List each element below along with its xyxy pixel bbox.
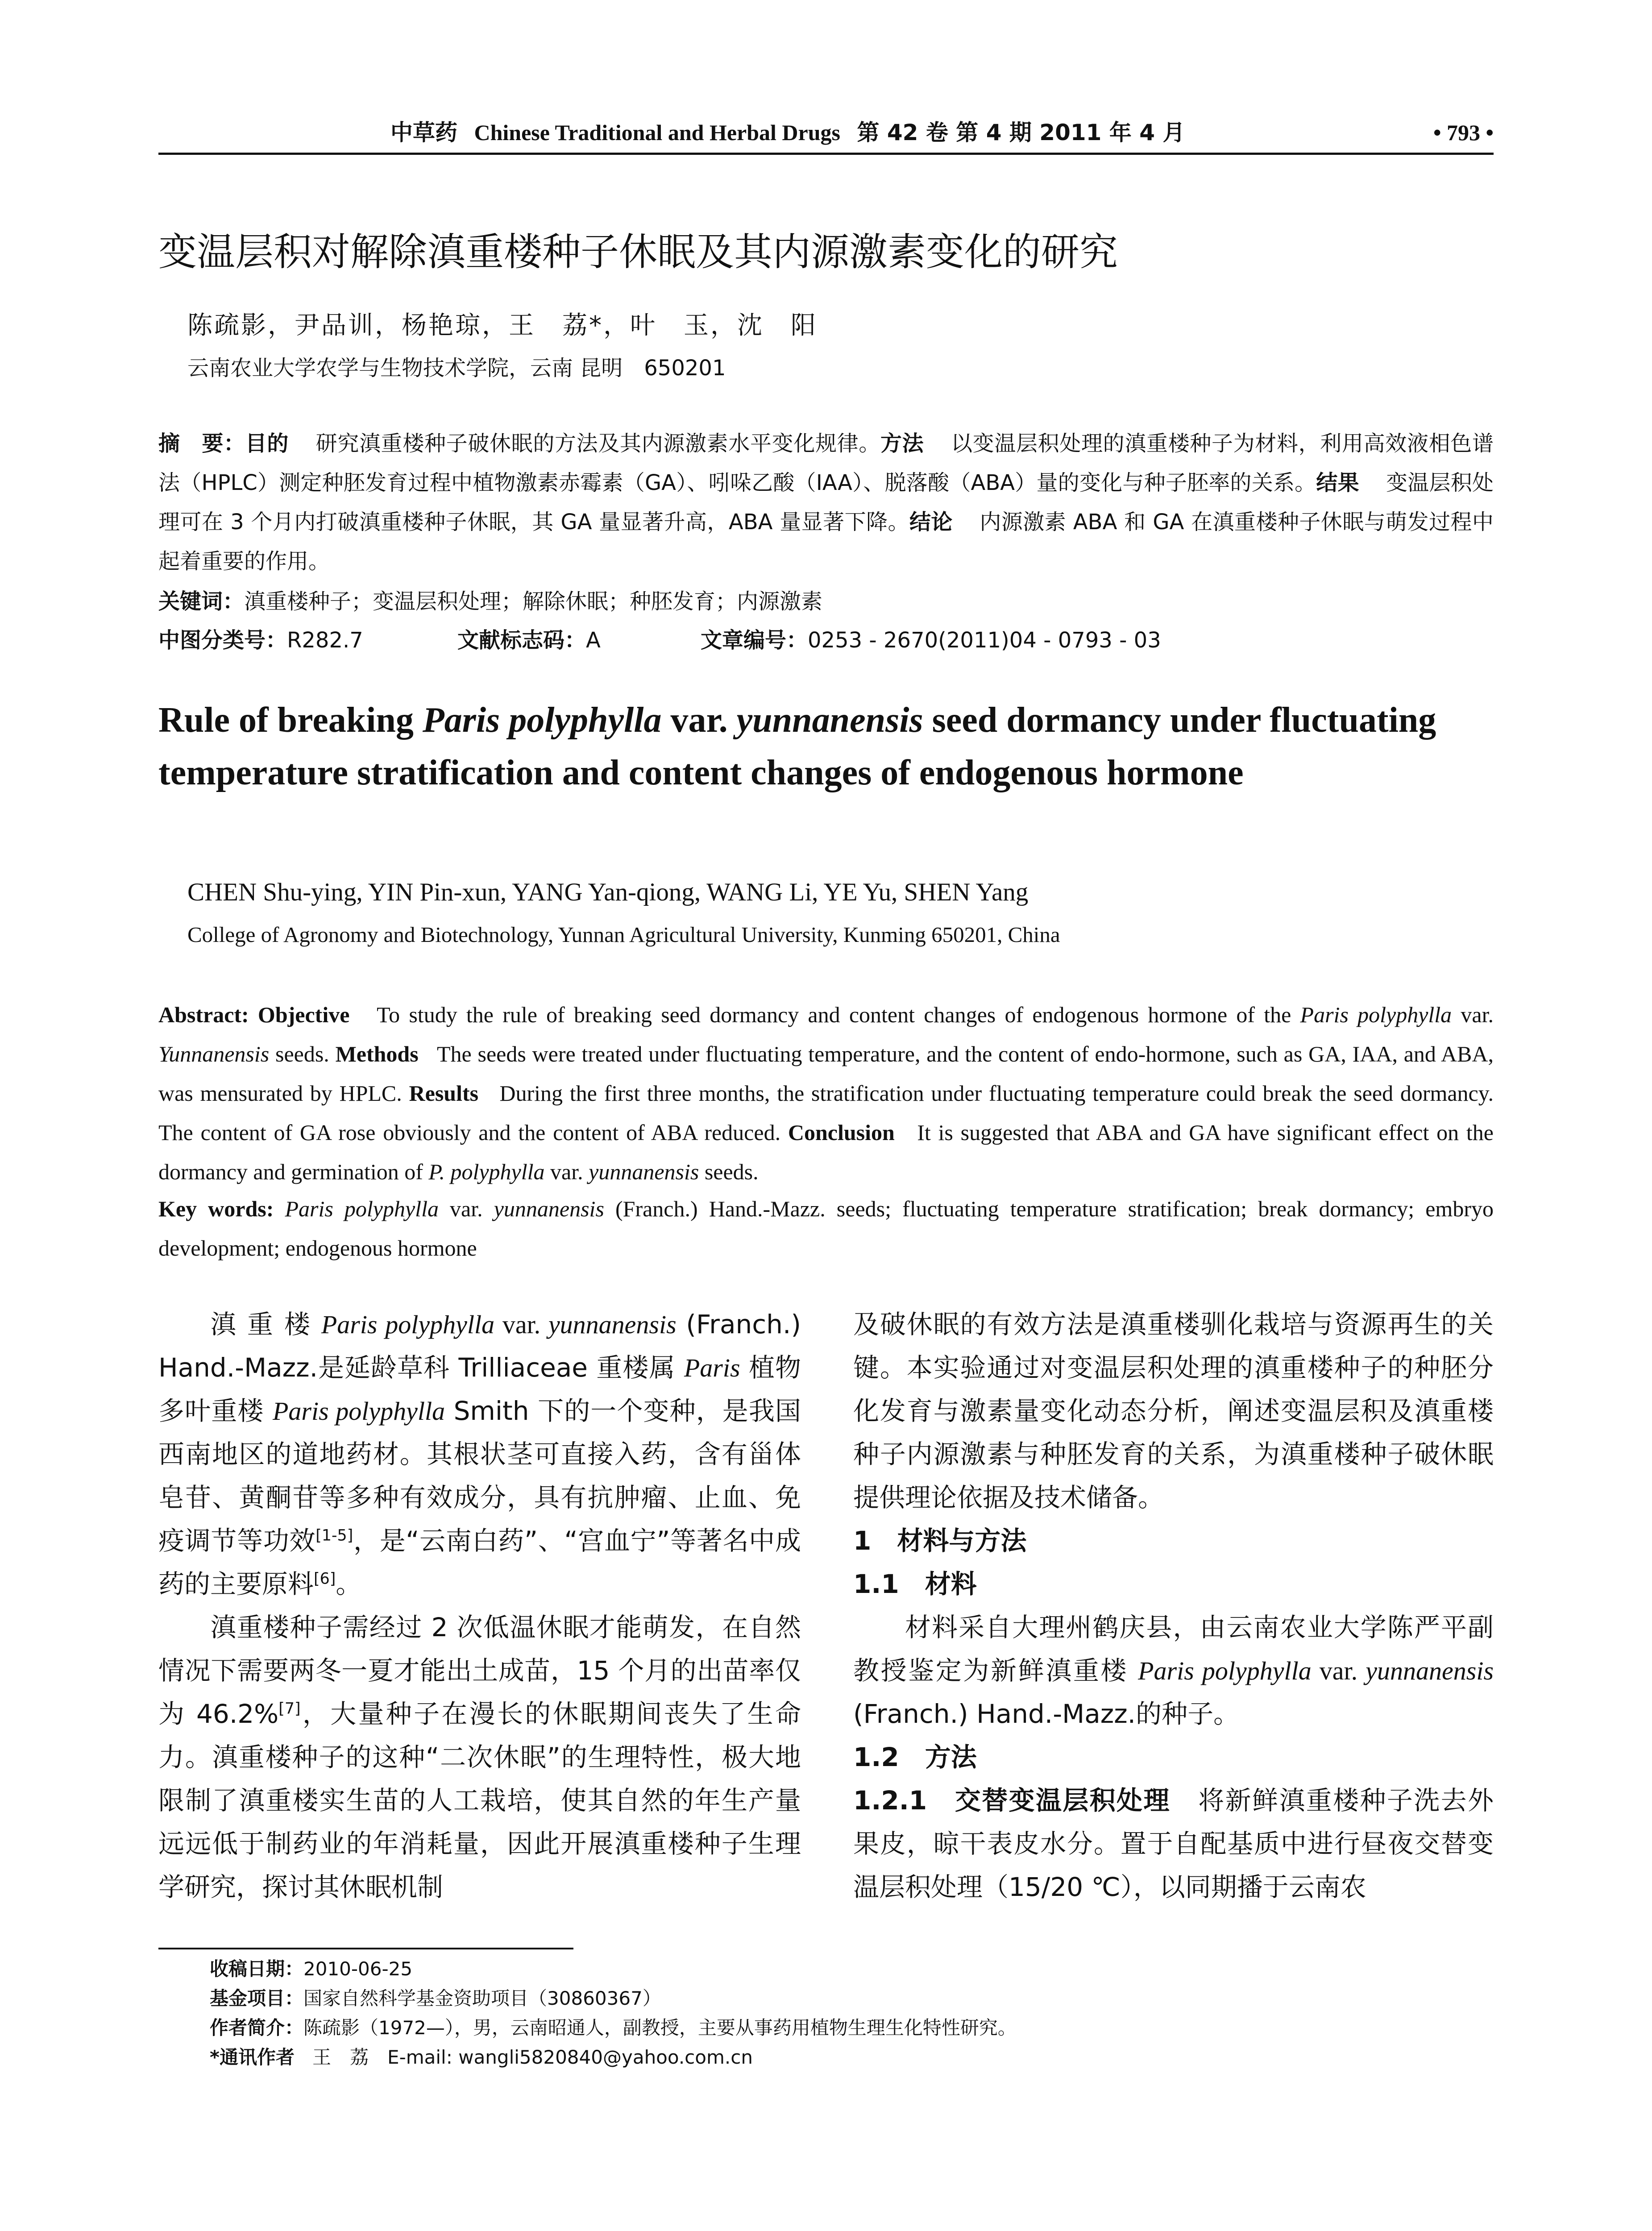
abstract-en-label: Abstract: Objective (158, 1002, 350, 1027)
clc-value: R282.7 (287, 628, 363, 653)
keywords-en-text: (Franch.) Hand.-Mazz. seeds; fluctuating temperature stratification; break dormancy; embryo development; endogenous hormone (158, 1196, 1494, 1261)
objective-en: var. (1452, 1002, 1494, 1027)
footnote-text: 2010-06-25 (303, 1958, 413, 1980)
section-heading-1-1: 1.1 材料 (853, 1569, 977, 1599)
footnote-rule (158, 1948, 573, 1949)
objective-en: seeds. (269, 1041, 336, 1066)
species-italic: Paris polyphylla (1300, 1002, 1452, 1027)
header-rule (158, 153, 1494, 155)
title-en-part: seed dormancy under fluctuating temperature stratification and content changes of endogenous hormone (158, 701, 1436, 792)
objective-label-cn: 目的 (245, 431, 289, 456)
doc-code-value: A (586, 628, 601, 653)
journal-name-cn: 中草药 (390, 120, 457, 145)
text: 滇 重 楼 (210, 1309, 321, 1339)
results-en: During the first three months, the stratification under fluctuating temperature could break the seed dormancy. The content of GA rose obviously and the content of ABA reduced. (158, 1081, 1494, 1145)
section-heading-1: 1 材料与方法 (853, 1526, 1027, 1556)
clc-label: 中图分类号： (158, 628, 287, 653)
authors-en: CHEN Shu-ying, YIN Pin-xun, YANG Yan-qiong, WANG Li, YE Yu, SHEN Yang (187, 878, 1029, 906)
running-header (158, 117, 1494, 148)
conclusion-label-cn: 结论 (909, 510, 953, 535)
footnote-text: 陈疏影（1972—），男，云南昭通人，副教授，主要从事药用植物生理生化特性研究。 (303, 2017, 1017, 2039)
section-heading-1-2: 1.2 方法 (853, 1742, 977, 1772)
methods-cn: 以变温层积处理的滇重楼种子为材料，利用高效液相色谱法（HPLC）测定种胚发育过程中植物激素赤霉素（GA）、吲哚乙酸（IAA）、脱落酸（ABA）量的变化与种子胚率的关系。 (158, 431, 1494, 495)
conclusion-label-en: Conclusion (788, 1120, 895, 1145)
text: 滇重楼种子需经过 2 次低温休眠才能萌发，在自然情况下需要两冬一夏才能出土成苗，15 个月的出苗率仅为 46.2% (158, 1612, 801, 1729)
doc-code-label: 文献标志码： (457, 628, 586, 653)
footnote-corresponding (210, 2043, 1017, 2072)
footnote-label: 基金项目： (210, 1987, 304, 2009)
variety-italic: yunnanensis (1366, 1656, 1494, 1685)
variety-italic: yunnanensis (548, 1310, 677, 1339)
text: 材料采自大理州鹤庆县，由云南农业大学陈严平副教授鉴定为新鲜滇重楼 (853, 1612, 1494, 1686)
methods-label-en: Methods (335, 1041, 419, 1066)
footnote-fund (210, 1984, 1017, 2013)
text: (Franch.) Hand.-Mazz.的种子。 (853, 1699, 1240, 1729)
authors-cn: 陈疏影，尹品训，杨艳琼，王 荔*，叶 玉，沈 阳 (187, 311, 818, 340)
footnote-label: *通讯作者 (210, 2046, 295, 2068)
footnote-label: 作者简介： (210, 2017, 304, 2039)
objective-cn: 研究滇重楼种子破休眠的方法及其内源激素水平变化规律。 (315, 431, 880, 456)
keywords-cn (158, 584, 822, 619)
title-en (158, 694, 1453, 799)
issue-info: 第 42 卷 第 4 期 2011 年 4 月 (857, 120, 1185, 145)
results-label-en: Results (409, 1081, 479, 1106)
conclusion-en: It is suggested that ABA and GA have significant effect on the dormancy and germination of (158, 1120, 1494, 1184)
citation: [6] (314, 1570, 336, 1588)
text: (Franch.) Hand.-Mazz.是延龄草科 Trilliaceae 重楼属 (158, 1309, 801, 1383)
keywords-cn-text: 滇重楼种子；变温层积处理；解除休眠；种胚发育；内源激素 (244, 589, 823, 614)
citation: [7] (278, 1700, 301, 1718)
species-italic: Paris polyphylla (1138, 1656, 1312, 1685)
affiliation-cn: 云南农业大学农学与生物技术学院，云南 昆明 650201 (187, 356, 726, 381)
abstract-en (158, 995, 1494, 1191)
journal-header (390, 117, 1185, 148)
objective-en: To study the rule of breaking seed dormancy and content changes of endogenous hormone of the (377, 1002, 1300, 1027)
article-no-label: 文章编号： (701, 628, 808, 653)
paragraph (853, 1779, 1494, 1909)
variety-italic: yunnanensis (494, 1196, 604, 1221)
citation: [1-5] (315, 1526, 353, 1545)
paragraph (158, 1303, 801, 1606)
variety-italic: yunnanensis (589, 1159, 699, 1184)
methods-en: The seeds were treated under fluctuating temperature, and the content of endo-hormone, such as GA, IAA, and ABA, was mensurated by HPLC. (158, 1041, 1494, 1106)
species-italic: Paris polyphylla (285, 1196, 439, 1221)
footnotes (210, 1954, 1017, 2072)
species-italic: Paris polyphylla (272, 1397, 445, 1426)
keywords-en-label: Key words: (158, 1196, 285, 1221)
footnote-label: 收稿日期： (210, 1958, 304, 1980)
text: var. (494, 1310, 548, 1339)
title-cn: 变温层积对解除滇重楼种子休眠及其内源激素变化的研究 (158, 230, 1118, 274)
footnote-received (210, 1954, 1017, 1984)
footnote-bio (210, 2013, 1017, 2043)
text: 植物多叶重楼 (158, 1352, 801, 1426)
species-italic: Paris polyphylla (321, 1310, 495, 1339)
affiliation-en: College of Agronomy and Biotechnology, Yunnan Agricultural University, Kunming 650201, China (187, 922, 1060, 947)
title-en-variety: yunnanensis (736, 701, 923, 740)
paragraph (158, 1606, 801, 1909)
text: ，是“云南白药”、“宫血宁”等著名中成药的主要原料 (158, 1526, 801, 1599)
abstract-cn (158, 424, 1494, 581)
text: var. (1311, 1656, 1366, 1685)
text: Smith 下的一个变种，是我国西南地区的道地药材。其根状茎可直接入药，含有甾体皂苷、黄酮苷等多种有效成分，具有抗肿瘤、止血、免疫调节等功效 (158, 1396, 801, 1556)
results-label-cn: 结果 (1316, 470, 1359, 495)
title-en-species: Paris polyphylla (422, 701, 662, 740)
section-heading-1-2-1: 1.2.1 交替变温层积处理 (853, 1785, 1171, 1816)
keywords-en-text: var. (438, 1196, 494, 1221)
variety-italic: Yunnanensis (158, 1041, 270, 1066)
species-italic: P. polyphylla (428, 1159, 545, 1184)
text: ，大量种子在漫长的休眠期间丧失了生命力。滇重楼种子的这种“二次休眠”的生理特性，极大地限制了滇重楼实生苗的人工栽培，使其自然的年生产量远远低于制药业的年消耗量，因此开展滇重楼种子生理学研究，探讨其休眠机制 (158, 1699, 801, 1902)
classification-meta (158, 622, 1161, 658)
body-column-left (158, 1303, 801, 1909)
paragraph (853, 1606, 1494, 1736)
genus-italic: Paris (684, 1353, 740, 1382)
text: 。 (336, 1569, 362, 1599)
journal-name-en: Chinese Traditional and Herbal Drugs (474, 120, 840, 145)
page-number: • 793 • (1433, 120, 1494, 145)
title-en-part: Rule of breaking (158, 701, 423, 740)
results-cn: 变温层积处理可在 3 个月内打破滇重楼种子休眠，其 GA 量显著升高，ABA 量显著下降。 (158, 470, 1494, 535)
title-en-part: var. (661, 701, 737, 740)
body-column-right (853, 1303, 1494, 1909)
article-no-value: 0253 - 2670(2011)04 - 0793 - 03 (808, 628, 1161, 653)
conclusion-en: var. (544, 1159, 589, 1184)
keywords-en (158, 1189, 1494, 1268)
footnote-text: 国家自然科学基金资助项目（30860367） (303, 1987, 661, 2009)
footnote-text: 王 荔 E-mail: wangli5820840@yahoo.com.cn (312, 2046, 753, 2068)
conclusion-cn: 内源激素 ABA 和 GA 在滇重楼种子休眠与萌发过程中起着重要的作用。 (158, 510, 1494, 574)
conclusion-en: seeds. (699, 1159, 759, 1184)
keywords-cn-label: 关键词： (158, 589, 245, 614)
paragraph: 及破休眠的有效方法是滇重楼驯化栽培与资源再生的关键。本实验通过对变温层积处理的滇重楼种子的种胚分化发育与激素量变化动态分析，阐述变温层积及滇重楼种子内源激素与种胚发育的关系，为滇重楼种子破休眠提供理论依据及技术储备。 (853, 1309, 1494, 1513)
text: 将新鲜滇重楼种子洗去外果皮，晾干表皮水分。置于自配基质中进行昼夜交替变温层积处理（15/20 ℃），以同期播于云南农 (853, 1785, 1494, 1902)
abstract-cn-label: 摘 要： (158, 431, 245, 456)
methods-label-cn: 方法 (880, 431, 924, 456)
